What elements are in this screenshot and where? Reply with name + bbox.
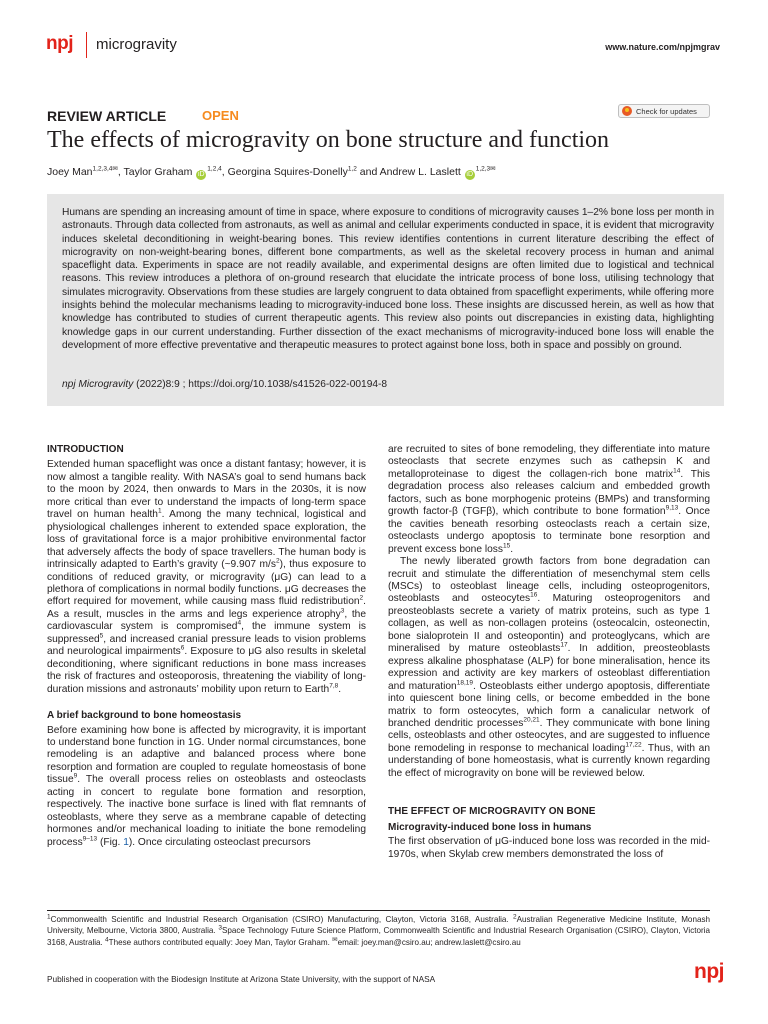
open-access-label: OPEN: [202, 108, 239, 123]
reference-link[interactable]: 17: [560, 641, 568, 649]
superscript: 2: [275, 557, 280, 565]
section-heading-introduction: INTRODUCTION: [47, 444, 124, 455]
subsection-heading-bone-loss-humans: Microgravity-induced bone loss in humans: [388, 821, 592, 833]
citation-doi[interactable]: (2022)8:9 ; https://doi.org/10.1038/s41526-022-00194-8: [133, 379, 388, 390]
reference-link[interactable]: 2: [359, 595, 364, 603]
author-list: [47, 166, 496, 180]
author-name[interactable]: , Georgina Squires-Donelly: [221, 166, 348, 178]
intro-paragraph: Extended human spaceflight was once a distant fantasy; however, it is now almost a tangible reality. With NASA’s goal to send humans back to the moon by 2024, then onwards to Mars in the 2030s, it is now more critical than ever to understand the impacts of long-term space travel on human health$^1$. Among the many technical, logistical and physiological challenges inherent to extended space exploration, the loss of gravitational force is a major prohibitive environmental factor that adversely affects the body of space travellers. The human body is intrinsically adapted to Earth’s gravity (~9.907 $m/s^2$), thus exposure to conditions of reduced gravity, or microgravity (μG) can lead to a plethora of complications in normal bodily functions. μG decreases the effort required for movement, while causing mass fluid redistribution$^2$. As a result, muscles in the arms and legs experience atrophy$^3$, the cardiovascular system is compromised$^4$, the immune system is suppressed$^5$, and increased cranial pressure leads to vision problems and neurological impairments$^6$. Exposure to μG also results in skeletal deconditioning, where significant reductions in bone mass increases the risk of fractures and osteoporosis, threatening the viability of long-duration missions and astronauts’ mobility upon return to Earth$^{7,8}$.: [47, 459, 367, 695]
reference-link[interactable]: 18,19: [456, 679, 474, 687]
bone-loss-paragraph: The first observation of μG-induced bone loss was recorded in the mid-1970s, when Skylab crew members demonstrated the loss of: [388, 836, 710, 860]
reference-link[interactable]: 5: [99, 632, 104, 640]
journal-name[interactable]: microgravity: [96, 36, 177, 53]
article-title: The effects of microgravity on bone structure and function: [47, 127, 610, 153]
orcid-icon[interactable]: iD: [197, 171, 205, 178]
publisher-note: Published in cooperation with the Biodesign Institute at Arizona State University, with the support of NASA: [47, 974, 436, 984]
corresponding-emails[interactable]: email: joey.man@csiro.au; andrew.laslett@csiro.au: [337, 937, 521, 947]
article-type: REVIEW ARTICLE: [47, 108, 167, 124]
email-icon: ✉: [332, 936, 338, 944]
reference-link[interactable]: 1: [157, 507, 162, 515]
author-name[interactable]: , Taylor Graham: [117, 166, 193, 178]
citation-journal: npj Microgravity: [62, 379, 134, 390]
section-heading-effect-of-microgravity: THE EFFECT OF MICROGRAVITY ON BONE: [388, 806, 596, 818]
affiliations-footnote: $^1$Commonwealth Scientific and Industrial Research Organisation (CSIRO) Manufacturing, Clayton, Victoria 3168, Australia. $^2$Australian Regenerative Medicine Institute, Monash University, Melbourne, Victoria 3800, Australia. $^3$Space Technology Future Science Platform, Commonwealth Scientific and Industrial Research Organisation (CSIRO), Clayton, Victoria 3168, Australia. $^4$These authors contributed equally: Joey Man, Taylor Graham. ✉email: joey.man@csiro.au; andrew.laslett@csiro.au: [47, 913, 710, 947]
growth-factors-paragraph: The newly liberated growth factors from bone degradation can recruit and stimulate the differentiation of mesenchymal stem cells (MSCs) to osteoblast lineage cells, including osteoprogenitors, osteoblasts and osteocytes$^{16}$. Maturing osteoprogenitors and preosteoblasts secrete a variety of matrix proteins, such as type 1 collagen, as well as non-collagen proteins (osteocalcin, osteonectin, bone sialoprotein II and osteopontin) and proteoglycans, which are mineralised by mature osteoblasts$^{17}$. In addition, preosteoblasts express alkaline phosphatase (ALP) for bone mineralisation, hence its expression and activity are key markers of osteoblast differentiation and maturation$^{18,19}$. Osteoblasts either undergo apoptosis, differentiate into quiescent bone lining cells, or become embedded in the bone matrix to form osteocytes, which form a canalicular network of branched dendritic processes$^{20,21}$. They communicate with bone lining cells, osteoblasts and other osteocytes, and are suggested to influence bone remodeling in response to mechanical loading$^{17,22}$. Thus, with an understanding of bone homeostasis, what is currently known regarding the effect of microgravity on bone will be reviewed below.: [388, 556, 710, 779]
author-name[interactable]: Joey Man: [47, 166, 93, 178]
author-name[interactable]: and Andrew L. Laslett: [356, 166, 461, 178]
right-column: [388, 444, 710, 861]
footer-logo[interactable]: npj: [694, 960, 724, 983]
subsection-heading-bone-homeostasis: A brief background to bone homeostasis: [47, 710, 242, 722]
reference-link[interactable]: 7,8: [329, 682, 339, 690]
left-column: [47, 444, 366, 849]
reference-link[interactable]: 6: [180, 644, 185, 652]
figure-link[interactable]: 1: [123, 836, 129, 848]
reference-link[interactable]: 15: [502, 542, 511, 550]
reference-link[interactable]: 9,13: [665, 504, 679, 512]
journal-url[interactable]: www.nature.com/npjmgrav: [605, 42, 720, 52]
email-icon[interactable]: ✉: [112, 165, 118, 173]
journal-logo[interactable]: npj: [46, 33, 73, 54]
author-affiliation: 1,2,3: [475, 165, 491, 173]
homeostasis-paragraph: Before examining how bone is affected by microgravity, it is important to understand bone function in 1G. Under normal circumstances, bone remodeling is an adaptive and balanced process where bone resorption and formation are coupled to regulate homeostasis of bone tissue$^9$. The overall process relies on osteoblasts and osteoclasts acting in concert to regulate bone formation and resorption, respectively. The inactive bone surface is lined with flat remnants of osteoblasts, where they serve as a membrane capable of detecting hormones and/or mechanical loading to initiate the bone remodeling process$^{9-13}$ (Fig. 1). Once circulating osteoclast precursors: [47, 724, 366, 848]
author-affiliation: 1,2,4: [207, 165, 222, 173]
citation-line: [62, 379, 387, 390]
check-updates-button[interactable]: [618, 104, 710, 118]
author-affiliation: 1,2: [347, 165, 357, 173]
author-affiliation: 1,2,3,4: [92, 165, 113, 173]
orcid-icon[interactable]: iD: [466, 171, 474, 178]
reference-link[interactable]: 9–13: [82, 835, 98, 843]
reference-link[interactable]: 14: [673, 467, 681, 475]
reference-link[interactable]: 17,22: [625, 741, 642, 749]
email-icon[interactable]: ✉: [490, 165, 496, 173]
header-divider: [86, 32, 87, 58]
remodeling-paragraph: are recruited to sites of bone remodeling, they differentiate into mature osteoclasts that secrete enzymes such as cathepsin K and metalloproteinase to digest the collagen-rich bone matrix$^{14}$. This degradation process also releases calcium and embedded growth factors, such as bone morphogenic proteins (BMPs) and transforming growth factor-β (TGFβ), which contribute to bone formation$^{9,13}$. Once the cavities beneath resorbing osteoclasts reach a certain size, osteoclasts undergo apoptosis to terminate bone resorption and prevent excess bone loss$^{15}$.: [388, 444, 710, 555]
abstract-text: Humans are spending an increasing amount of time in space, where exposure to conditions of microgravity causes 1–2% bone loss per month in astronauts. Through data collected from astronauts, as well as animal and cellular experiments conducted in space, it is evident that microgravity induces skeletal deconditioning in weight-bearing bones. This review identifies contentions in current literature describing the effect of microgravity on non-weight-bearing bones, different bone compartments, as well as the skeletal recovery process in human and animal spaceflight data. Experiments in space are not readily available, and experimental designs are often limited due to logistical and technical reasons. This review introduces a plethora of on-ground research that elucidate the intricate process of bone loss, utilising technology that simulates microgravity. Observations from these studies are largely congruent to data obtained from spaceflight experiments, while offering more insights behind the molecular mechanisms leading to microgravity-induced bone loss. These insights are discussed herein, as well as how that knowledge has contributed to studies of current therapeutic agents. This review also points out discrepancies in existing data, highlighting knowledge gaps in our current understanding. Further dissection of the exact mechanisms of microgravity-induced bone loss will enable the development of more effective preventative and therapeutic measures to protect against bone loss, both in space and possibly on ground.: [62, 207, 714, 351]
reference-link[interactable]: 9: [73, 772, 78, 780]
check-updates-icon: [622, 106, 632, 116]
reference-link[interactable]: 20,21: [523, 716, 540, 724]
check-updates-label: Check for updates: [636, 106, 697, 116]
footnote-rule: [47, 910, 710, 911]
reference-link[interactable]: 16: [530, 592, 538, 600]
reference-link[interactable]: 3: [340, 607, 345, 615]
reference-link[interactable]: 4: [237, 619, 242, 627]
